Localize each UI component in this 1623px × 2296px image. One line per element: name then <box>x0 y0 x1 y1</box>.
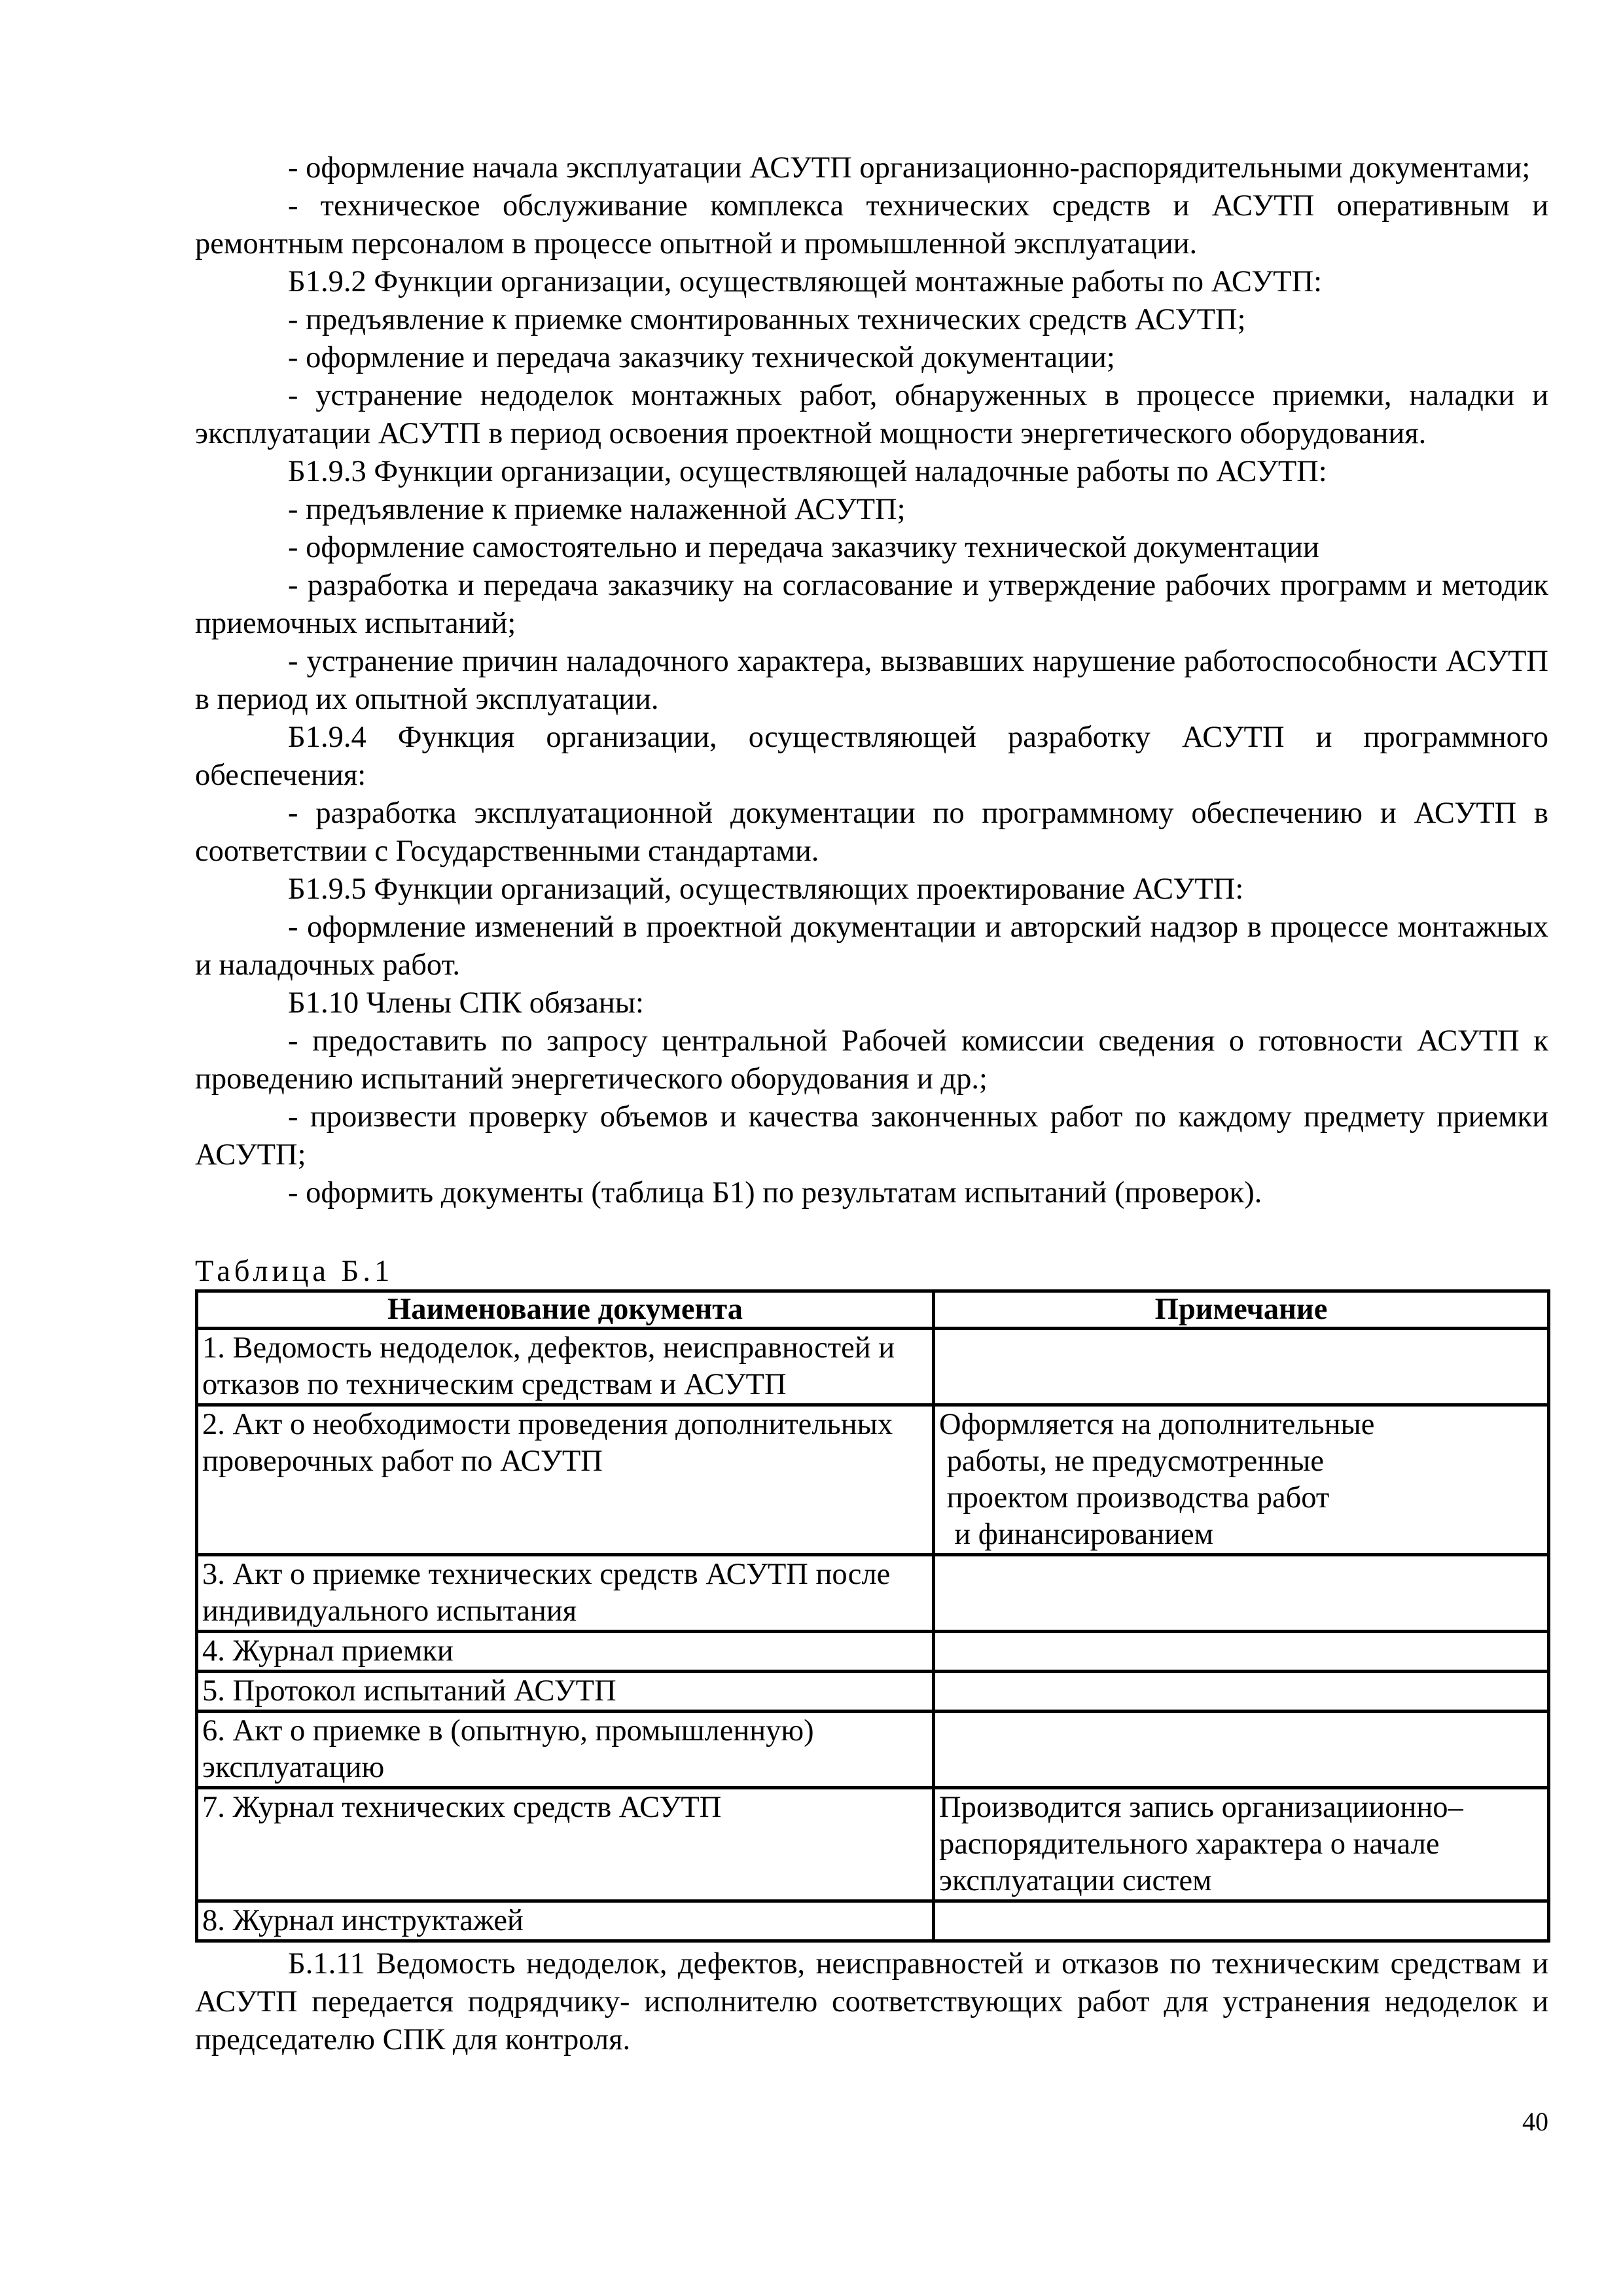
paragraph: - предъявление к приемке налаженной АСУТП; <box>288 493 906 526</box>
table-header-row <box>197 1291 1549 1329</box>
table-row <box>197 1405 1549 1555</box>
document-name-cell: 4. Журнал приемки <box>197 1632 934 1672</box>
note-cell <box>934 1712 1549 1788</box>
table-row <box>197 1901 1549 1941</box>
table-row <box>197 1672 1549 1712</box>
note-line: Оформляется на дополнительные <box>939 1408 1375 1441</box>
document-name-cell: 8. Журнал инструктажей <box>197 1901 934 1941</box>
table-row <box>197 1555 1549 1632</box>
note-cell <box>934 1901 1549 1941</box>
note-line: проектом производства работ <box>939 1481 1330 1515</box>
document-name-cell: 2. Акт о необходимости проведения дополнительных проверочных работ по АСУТП <box>197 1405 934 1555</box>
paragraph: - разработка эксплуатационной документации по программному обеспечению и АСУТП в соответствии с Государственными стандартами. <box>195 797 1548 868</box>
paragraph: - произвести проверку объемов и качества законченных работ по каждому предмету приемки АСУТП; <box>195 1100 1548 1172</box>
paragraph: - оформление изменений в проектной документации и авторский надзор в процессе монтажных и наладочных работ. <box>195 910 1548 982</box>
section-heading: Б1.9.2 Функции организации, осуществляющей монтажные работы по АСУТП: <box>288 265 1323 298</box>
table-row <box>197 1788 1549 1901</box>
paragraph: - предоставить по запросу центральной Рабочей комиссии сведения о готовности АСУТП к проведению испытаний энергетического оборудования и др.; <box>195 1024 1548 1096</box>
paragraph: - устранение причин наладочного характера, вызвавших нарушение работоспособности АСУТП в период их опытной эксплуатации. <box>195 645 1548 716</box>
section-heading: Б1.9.3 Функции организации, осуществляющей наладочные работы по АСУТП: <box>288 455 1327 488</box>
note-cell <box>934 1632 1549 1672</box>
note-cell: Производится запись организациионно–распорядительного характера о начале эксплуатации систем <box>934 1788 1549 1901</box>
table-row <box>197 1712 1549 1788</box>
document-name-cell: 6. Акт о приемке в (опытную, промышленную) эксплуатацию <box>197 1712 934 1788</box>
paragraph: - техническое обслуживание комплекса технических средств и АСУТП оперативным и ремонтным персоналом в процессе опытной и промышленной эксплуатации. <box>195 189 1548 260</box>
paragraph: - предъявление к приемке смонтированных технических средств АСУТП; <box>288 303 1246 336</box>
paragraph: - устранение недоделок монтажных работ, обнаруженных в процессе приемки, наладки и эксплуатации АСУТП в период освоения проектной мощности энергетического оборудования. <box>195 379 1548 450</box>
table-row <box>197 1329 1549 1405</box>
document-page <box>195 149 1548 2059</box>
table-caption: Таблица Б.1 <box>195 1255 394 1288</box>
section-heading: Б1.9.4 Функция организации, осуществляющей разработку АСУТП и программного обеспечения: <box>195 721 1548 792</box>
body-text <box>195 149 1548 1212</box>
table-row <box>197 1632 1549 1672</box>
documents-table <box>195 1289 1550 1943</box>
note-cell <box>934 1405 1549 1555</box>
closing-paragraph: Б.1.11 Ведомость недоделок, дефектов, неисправностей и отказов по техническим средствам и АСУТП передается подрядчику- исполнителю соответствующих работ для устранения недоделок и председателю СПК для контроля. <box>195 1947 1548 2056</box>
column-header-document-name: Наименование документа <box>197 1291 934 1329</box>
note-line: и финансированием <box>939 1518 1214 1551</box>
paragraph: - оформление и передача заказчику технической документации; <box>288 341 1115 374</box>
document-name-cell: 1. Ведомость недоделок, дефектов, неисправностей и отказов по техническим средствам и АСУТП <box>197 1329 934 1405</box>
note-cell <box>934 1672 1549 1712</box>
note-cell <box>934 1329 1549 1405</box>
section-heading: Б1.9.5 Функции организаций, осуществляющих проектирование АСУТП: <box>288 872 1244 906</box>
note-cell <box>934 1555 1549 1632</box>
column-header-note: Примечание <box>934 1291 1549 1329</box>
document-name-cell: 7. Журнал технических средств АСУТП <box>197 1788 934 1901</box>
document-name-cell: 5. Протокол испытаний АСУТП <box>197 1672 934 1712</box>
paragraph: - оформление начала эксплуатации АСУТП организационно-распорядительными документами; <box>288 151 1531 185</box>
page-number: 40 <box>1522 2107 1548 2136</box>
paragraph: - разработка и передача заказчику на согласование и утверждение рабочих программ и методик приемочных испытаний; <box>195 569 1548 640</box>
section-heading: Б1.10 Члены СПК обязаны: <box>288 986 644 1020</box>
document-name-cell: 3. Акт о приемке технических средств АСУТП после индивидуального испытания <box>197 1555 934 1632</box>
paragraph: - оформить документы (таблица Б1) по результатам испытаний (проверок). <box>288 1176 1262 1210</box>
note-line: работы, не предусмотренные <box>939 1444 1324 1478</box>
paragraph: - оформление самостоятельно и передача заказчику технической документации <box>288 531 1319 564</box>
